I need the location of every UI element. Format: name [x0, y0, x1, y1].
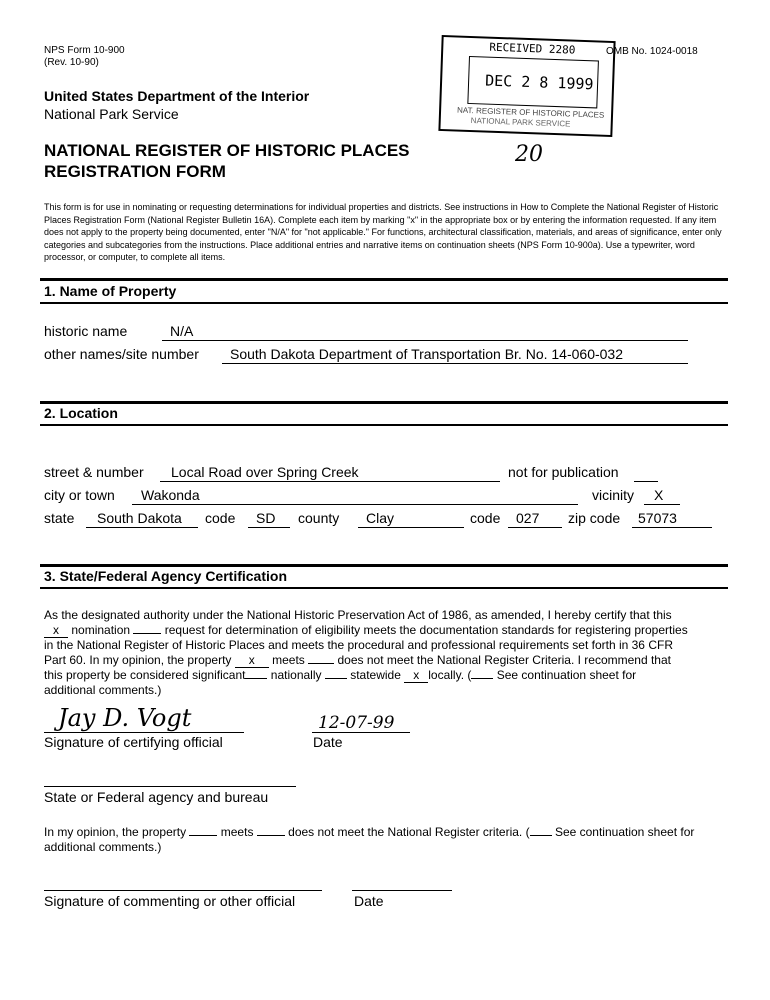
zip-label: zip code: [568, 510, 621, 526]
commenting-signature-line[interactable]: [44, 890, 322, 891]
section-3-bottom-rule: [40, 587, 728, 589]
opinion-does-not-meet-label: does not meet the National Register criteria. (: [288, 825, 530, 839]
certifying-signature-line[interactable]: [44, 732, 244, 733]
county-field[interactable]: [358, 510, 464, 528]
commenting-date-label: Date: [354, 893, 384, 909]
handwritten-number: 20: [515, 142, 543, 167]
other-names-field[interactable]: [222, 346, 688, 364]
zip-field[interactable]: [632, 510, 712, 528]
opinion-line-1: [44, 825, 694, 839]
other-names-value: South Dakota Department of Transportation Br. No. 14-060-032: [230, 346, 624, 362]
street-label: street & number: [44, 464, 144, 480]
statewide-checkbox[interactable]: [325, 678, 347, 679]
statewide-label: statewide: [350, 668, 401, 682]
other-names-label: other names/site number: [44, 346, 199, 362]
state-value: South Dakota: [97, 510, 182, 526]
section-3-heading: 3. State/Federal Agency Certification: [44, 568, 287, 584]
locally-checkbox[interactable]: x: [404, 668, 428, 683]
city-field[interactable]: [132, 487, 578, 505]
certification-line-2: [44, 623, 688, 638]
does-not-meet-label: does not meet the National Register Criteria. I recommend that: [337, 653, 671, 667]
opinion-text: In my opinion, the property: [44, 825, 187, 839]
omb-number: OMB No. 1024-0018: [606, 46, 698, 57]
section-1-bottom-rule: [40, 302, 728, 304]
street-field[interactable]: [160, 464, 500, 482]
historic-name-label: historic name: [44, 323, 128, 339]
continuation-checkbox-1[interactable]: [471, 678, 493, 679]
department-name: United States Department of the Interior: [44, 88, 310, 104]
nationally-label: nationally: [270, 668, 322, 682]
certifying-signature-label: Signature of certifying official: [44, 734, 223, 750]
state-code-label: code: [205, 510, 236, 526]
stamp-received-text: RECEIVED 2280: [489, 40, 576, 57]
opinion-line-2: additional comments.): [44, 840, 162, 854]
certification-line-6: additional comments.): [44, 683, 162, 697]
section-2-bottom-rule: [40, 424, 728, 426]
zip-value: 57073: [638, 510, 677, 526]
certification-line-3: in the National Register of Historic Places and meets the procedural and professional requirements set forth in 36 CFR: [44, 638, 673, 652]
certifying-date-label: Date: [313, 734, 343, 750]
request-checkbox[interactable]: [133, 633, 161, 634]
section-1-top-rule: [40, 278, 728, 281]
form-revision: (Rev. 10-90): [44, 57, 99, 68]
significance-text: this property be considered significant: [44, 668, 246, 682]
historic-name-field[interactable]: [162, 323, 688, 341]
vicinity-field[interactable]: [644, 487, 680, 505]
vicinity-label: vicinity: [592, 487, 635, 503]
county-value: Clay: [366, 510, 395, 526]
received-stamp: [438, 35, 615, 137]
certifying-date-line[interactable]: [312, 732, 410, 733]
historic-name-value: N/A: [170, 323, 194, 339]
stamp-date-box: [467, 56, 599, 109]
state-field[interactable]: [86, 510, 198, 528]
certification-line-1: As the designated authority under the National Historic Preservation Act of 1986, as amended, I hereby certify that this: [44, 608, 672, 622]
state-code-value: SD: [256, 510, 276, 526]
opinion-meets-checkbox[interactable]: [189, 835, 217, 836]
form-title-line1: NATIONAL REGISTER OF HISTORIC PLACES: [44, 141, 410, 160]
form-instructions: This form is for use in nominating or requesting determinations for individual properties and districts. See instructions in How to Complete the National Register of Historic Places Registration Form (National Register Bulletin 16A). Complete each item by marking "x" in the appropriate box or by entering the information requested. If any item does not apply to the property being documented, enter "N/A" for "not applicable." For functions, architectural classification, materials, and areas of significance, enter only categories and subcategories from the instructions. Place additional entries and narrative items on continuation sheets (NPS Form 10-900a). Use a typewriter, word processor, or computer, to complete all items.: [44, 202, 722, 262]
not-for-publication-field[interactable]: [634, 464, 658, 482]
county-label: county: [298, 510, 340, 526]
section-2-heading: 2. Location: [44, 405, 118, 421]
stamp-register-text-1: NAT. REGISTER OF HISTORIC PLACES: [456, 105, 605, 120]
continuation-label-1: See continuation sheet for: [496, 668, 637, 682]
nomination-label: nomination: [71, 623, 131, 637]
agency-bureau-line[interactable]: [44, 786, 296, 787]
certifying-date-handwritten: 12-07-99: [318, 713, 395, 733]
meets-label: meets: [272, 653, 305, 667]
nationally-checkbox[interactable]: [245, 678, 267, 679]
not-for-publication-label: not for publication: [508, 464, 619, 480]
opinion-meets-label: meets: [220, 825, 254, 839]
locally-label: locally. (: [428, 668, 472, 682]
stamp-date: DEC 2 8 1999: [484, 71, 594, 94]
stamp-register-text-2: NATIONAL PARK SERVICE: [470, 116, 571, 129]
does-not-meet-checkbox[interactable]: [308, 663, 334, 664]
agency-name: National Park Service: [44, 106, 179, 122]
certification-line-2-text: request for determination of eligibility meets the documentation standards for registering properties: [164, 623, 688, 637]
county-code-field[interactable]: [508, 510, 562, 528]
commenting-signature-label: Signature of commenting or other official: [44, 893, 296, 909]
meets-checkbox[interactable]: x: [235, 653, 269, 668]
street-value: Local Road over Spring Creek: [171, 464, 359, 480]
state-label: state: [44, 510, 75, 526]
nomination-checkbox[interactable]: x: [44, 623, 68, 638]
certifying-signature: Jay D. Vogt: [58, 704, 192, 732]
section-1-heading: 1. Name of Property: [44, 283, 177, 299]
agency-bureau-label: State or Federal agency and bureau: [44, 789, 269, 805]
county-code-label: code: [470, 510, 501, 526]
continuation-label-2: See continuation sheet for: [554, 825, 695, 839]
opinion-does-not-meet-checkbox[interactable]: [257, 835, 285, 836]
commenting-date-line[interactable]: [352, 890, 452, 891]
section-2-top-rule: [40, 401, 728, 404]
form-title-line2: REGISTRATION FORM: [44, 162, 226, 181]
certification-line-5: [44, 668, 636, 683]
city-value: Wakonda: [141, 487, 200, 503]
section-3-top-rule: [40, 564, 728, 567]
continuation-checkbox-2[interactable]: [530, 835, 552, 836]
form-number: NPS Form 10-900: [44, 45, 125, 56]
county-code-value: 027: [516, 510, 540, 526]
certification-line-4: [44, 653, 671, 668]
city-label: city or town: [44, 487, 115, 503]
vicinity-value: X: [654, 487, 664, 503]
certification-line-4-text: Part 60. In my opinion, the property: [44, 653, 232, 667]
state-code-field[interactable]: [248, 510, 290, 528]
